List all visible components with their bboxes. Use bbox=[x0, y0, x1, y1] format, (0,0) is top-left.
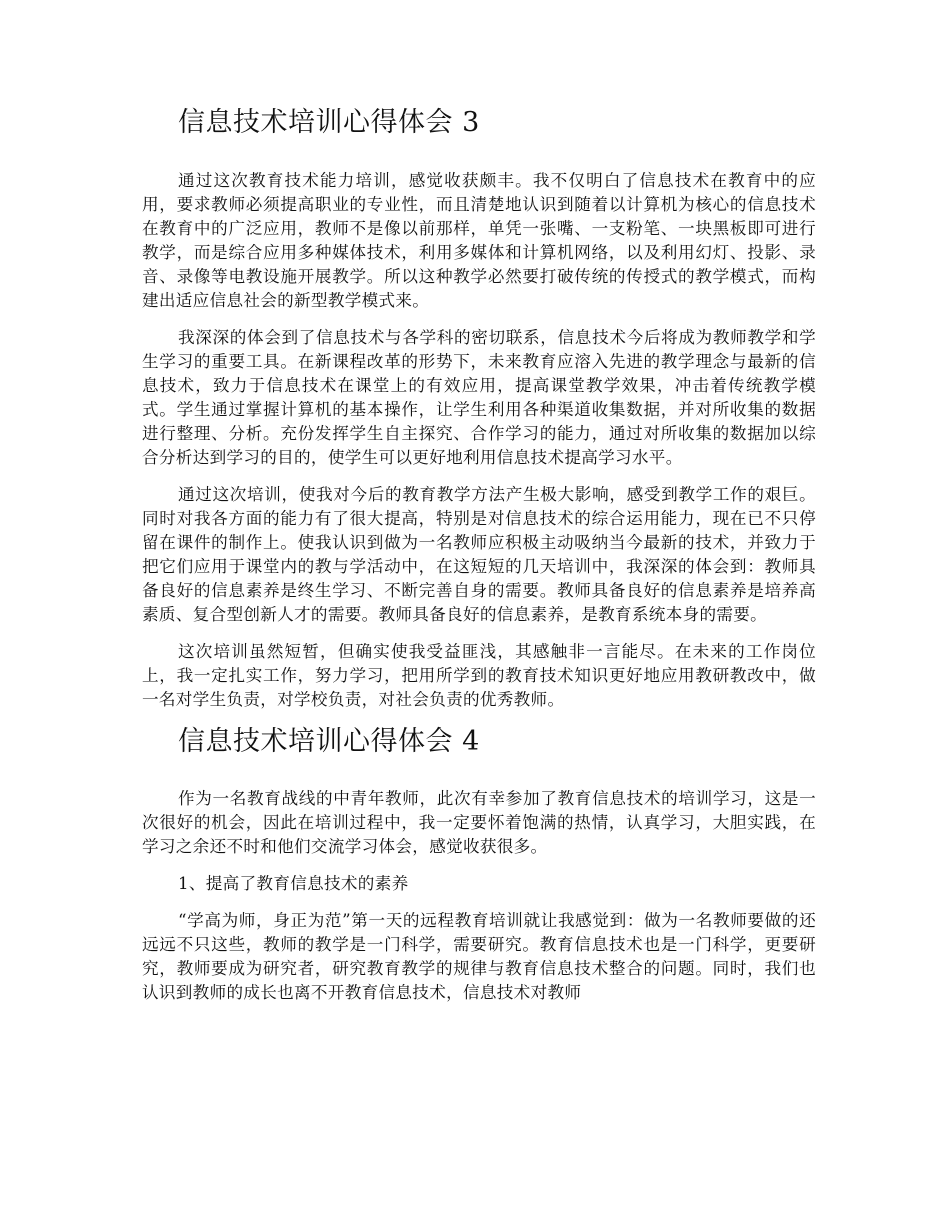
paragraph: 这次培训虽然短暂，但确实使我受益匪浅，其感触非一言能尽。在未来的工作岗位上，我一定扎实工作，努力学习，把用所学到的教育技术知识更好地应用教研教改中，做一名对学生负责，对学校负责，对社会负责的优秀教师。 bbox=[142, 642, 816, 709]
document-content bbox=[142, 105, 816, 1018]
section-title: 信息技术培训心得体会 3 bbox=[178, 107, 480, 138]
paragraph: 通过这次培训，使我对今后的教育教学方法产生极大影响，感受到教学工作的艰巨。同时对我各方面的能力有了很大提高，特别是对信息技术的综合运用能力，现在已不只停留在课件的制作上。使我认识到做为一名教师应积极主动吸纳当今最新的技术，并致力于把它们应用于课堂内的教与学活动中，在这短短的几天培训中，我深深的体会到：教师具备良好的信息素养是终生学习、不断完善自身的需要。教师具备良好的信息素养是培养高素质、复合型创新人才的需要。教师具备良好的信息素养，是教育系统本身的需要。 bbox=[142, 485, 816, 624]
subheading: 1、提高了教育信息技术的素养 bbox=[178, 874, 409, 893]
section-title: 信息技术培训心得体会 4 bbox=[178, 726, 480, 757]
paragraph: “学高为师，身正为范”第一天的远程教育培训就让我感觉到：做为一名教师要做的还远远不只这些，教师的教学是一门科学，需要研究。教育信息技术也是一门科学，更要研究，教师要成为研究者，研究教育教学的规律与教育信息技术整合的问题。同时，我们也认识到教师的成长也离不开教育信息技术，信息技术对教师 bbox=[142, 911, 816, 1002]
paragraph: 作为一名教育战线的中青年教师，此次有幸参加了教育信息技术的培训学习，这是一次很好的机会，因此在培训过程中，我一定要怀着饱满的热情，认真学习，大胆实践，在学习之余还不时和他们交流学习体会，感觉收获很多。 bbox=[142, 789, 816, 856]
paragraph: 我深深的体会到了信息技术与各学科的密切联系，信息技术今后将成为教师教学和学生学习的重要工具。在新课程改革的形势下，未来教育应溶入先进的教学理念与最新的信息技术，致力于信息技术在课堂上的有效应用，提高课堂教学效果，冲击着传统教学模式。学生通过掌握计算机的基本操作，让学生利用各种渠道收集数据，并对所收集的数据进行整理、分析。充份发挥学生自主探究、合作学习的能力，通过对所收集的数据加以综合分析达到学习的目的，使学生可以更好地利用信息技术提高学习水平。 bbox=[142, 328, 816, 467]
paragraph: 通过这次教育技术能力培训，感觉收获颇丰。我不仅明白了信息技术在教育中的应用，要求教师必须提高职业的专业性，而且清楚地认识到随着以计算机为核心的信息技术在教育中的广泛应用，教师不是像以前那样，单凭一张嘴、一支粉笔、一块黑板即可进行教学，而是综合应用多种媒体技术，利用多媒体和计算机网络，以及利用幻灯、投影、录音、录像等电教设施开展教学。所以这种教学必然要打破传统的传授式的教学模式，而构建出适应信息社会的新型教学模式来。 bbox=[142, 171, 816, 310]
